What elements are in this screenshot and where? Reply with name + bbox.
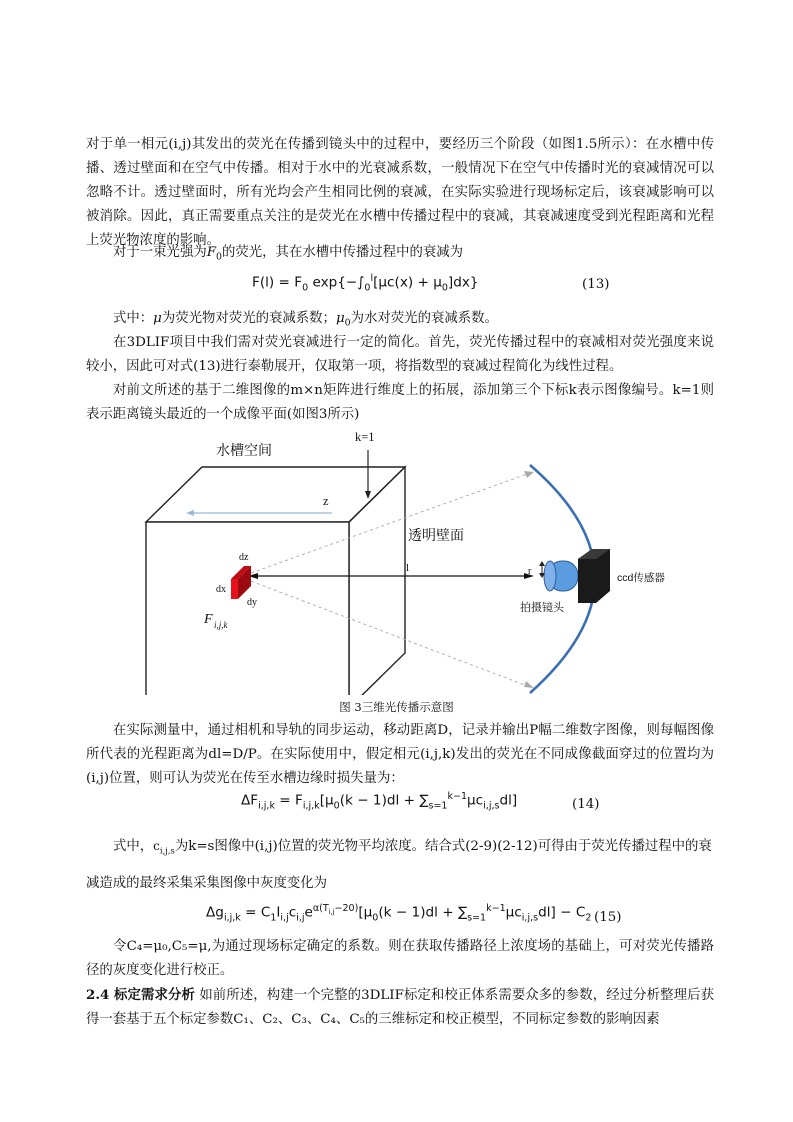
- label-camera-lens: 拍摄镜头: [520, 602, 564, 614]
- paragraph-simplification: 在3DLIF项目中我们需对荧光衰减进行一定的简化。首先，荧光传播过程中的衰减相对荧光强度来说较小，因此可对式(13)进行泰勒展开，仅取第一项，将指数型的衰减过程简化为线性过程。: [86, 335, 714, 374]
- figure-caption: 图 3三维光传播示意图: [339, 700, 454, 714]
- paragraph-calibration-coefficients: 令C₄=μ₀,C₅=μ,为通过现场标定确定的系数。则在获取传播路径上浓度场的基础上，可对荧光传播路径的灰度变化进行校正。: [86, 939, 714, 978]
- cube-side-face: [349, 467, 405, 695]
- label-z: z: [323, 494, 329, 508]
- label-dx: dx: [216, 584, 226, 595]
- equation-14-number: (14): [572, 797, 600, 812]
- section-body: 如前所述，构建一个完整的3DLIF标定和校正体系需要众多的参数，经过分析整理后获得一套基于五个标定参数C₁、C₂、C₃、C₄、C₅的三维标定和校正模型，不同标定参数的影响因素: [86, 988, 714, 1027]
- equation-13-number: (13): [582, 277, 610, 292]
- lens-front: [544, 561, 556, 591]
- ray-lower-arrowhead: [524, 681, 534, 688]
- intensity-variable: F: [206, 245, 217, 260]
- radius-arrowhead-top: [539, 561, 545, 566]
- label-transparent-wall: 透明壁面: [408, 527, 464, 543]
- paragraph-text: 式中，: [113, 839, 154, 854]
- paragraph-text: 为荧光物对荧光的衰减系数；: [161, 311, 336, 326]
- paragraph-text: 对于一束光强为: [113, 245, 207, 260]
- mu0-subscript: 0: [344, 317, 351, 329]
- label-tank-space: 水槽空间: [216, 442, 272, 458]
- label-ccd-sensor: ccd传感器: [617, 572, 665, 584]
- paragraph-text: 的荧光，其在水槽中传播过程中的衰减为: [222, 245, 464, 260]
- ray-upper-arrowhead: [524, 471, 534, 478]
- section-heading: 2.4 标定需求分析: [86, 987, 195, 1003]
- paragraph-concentration: [86, 834, 714, 862]
- cube-front-face: [146, 522, 349, 695]
- k1-pointer-arrowhead: [365, 491, 371, 499]
- voxel-front-face: [231, 579, 238, 599]
- label-F: F: [204, 612, 213, 627]
- equation-14: $\Delta F_{i,j,k} = F_{i,j,k}[\mu_0(k - 1)dl + \sum_{s=1}^{k-1}\mu c_{i,j,s}dl]$: [241, 791, 518, 812]
- equation-15: $\Delta g_{i,j,k} = C_1I_{i,j}c_{i,j}e^{\alpha(T_{i,j}-20)}[\mu_0(k - 1)dl + \sum_{s=1}^{k-1}\mu c_{i,j,s}dl] - C_2$: [206, 903, 592, 924]
- label-dy: dy: [247, 597, 257, 608]
- figure-3d-light-propagation: [110, 425, 690, 695]
- equation-13: $F(l) = F_0$ $\exp\{-\int_0^l[\mu c(x) + \mu_0]dx\}$: [252, 273, 479, 294]
- label-dz: dz: [239, 552, 249, 563]
- mu-variable: μ: [153, 311, 162, 326]
- label-l: l: [406, 562, 410, 574]
- paragraph-text: 为k=s图像中(i,j)位置的荧光物平均浓度。结合式(2-9)(2-12)可得由于荧光传播过程中的衰: [174, 839, 712, 854]
- cube-top-face: [146, 467, 405, 522]
- concentration-symbol: $c_{i,j,s}$: [153, 839, 175, 856]
- z-axis-arrowhead: [186, 510, 194, 516]
- mu0-variable: μ: [335, 311, 345, 326]
- paragraph-grayscale-change: 减造成的最终采集采集图像中灰度变化为: [86, 876, 328, 891]
- label-k1: k=1: [355, 430, 375, 444]
- equation-15-number: (15): [594, 910, 622, 925]
- paragraph-dimension-extension: 对前文所述的基于二维图像的m×n矩阵进行维度上的拓展，添加第三个下标k表示图像编号。k=1则表示距离镜头最近的一个成像平面(如图3所示): [86, 383, 714, 422]
- section-calibration-requirements: [86, 983, 714, 1032]
- paragraph-text: 为水对荧光的衰减系数。: [350, 311, 498, 326]
- label-r: r: [528, 566, 532, 577]
- paragraph-text: 式中：: [113, 311, 154, 326]
- label-F-subscript: i,j,k: [214, 620, 228, 630]
- paragraph-light-intensity: [86, 241, 714, 270]
- paragraph-measurement: 在实际测量中，通过相机和导轨的同步运动，移动距离D，记录并输出P幅二维数字图像，则每幅图像所代表的光程距离为dl=D/P。在实际使用中，假定相元(i,j,k)发出的荧光在不同成像截面穿过的位置均为(i,j)位置，则可认为荧光在传至水槽边缘时损失量为：: [86, 723, 714, 786]
- intensity-subscript: 0: [216, 251, 222, 263]
- paragraph-fluorescence-stages: 对于单一相元(i,j)其发出的荧光在传播到镜头中的过程中，要经历三个阶段（如图1.5所示）：在水槽中传播、透过壁面和在空气中传播。相对于水中的光衰减系数，一般情况下在空气中传播时光的衰减情况可以忽略不计。透过壁面时，所有光均会产生相同比例的衰减，在实际实验进行现场标定后，该衰减影响可以被消除。因此，真正需要重点关注的是荧光在水槽中传播过程中的衰减，其衰减速度受到光程距离和光程上荧光物浓度的影响。: [86, 137, 714, 248]
